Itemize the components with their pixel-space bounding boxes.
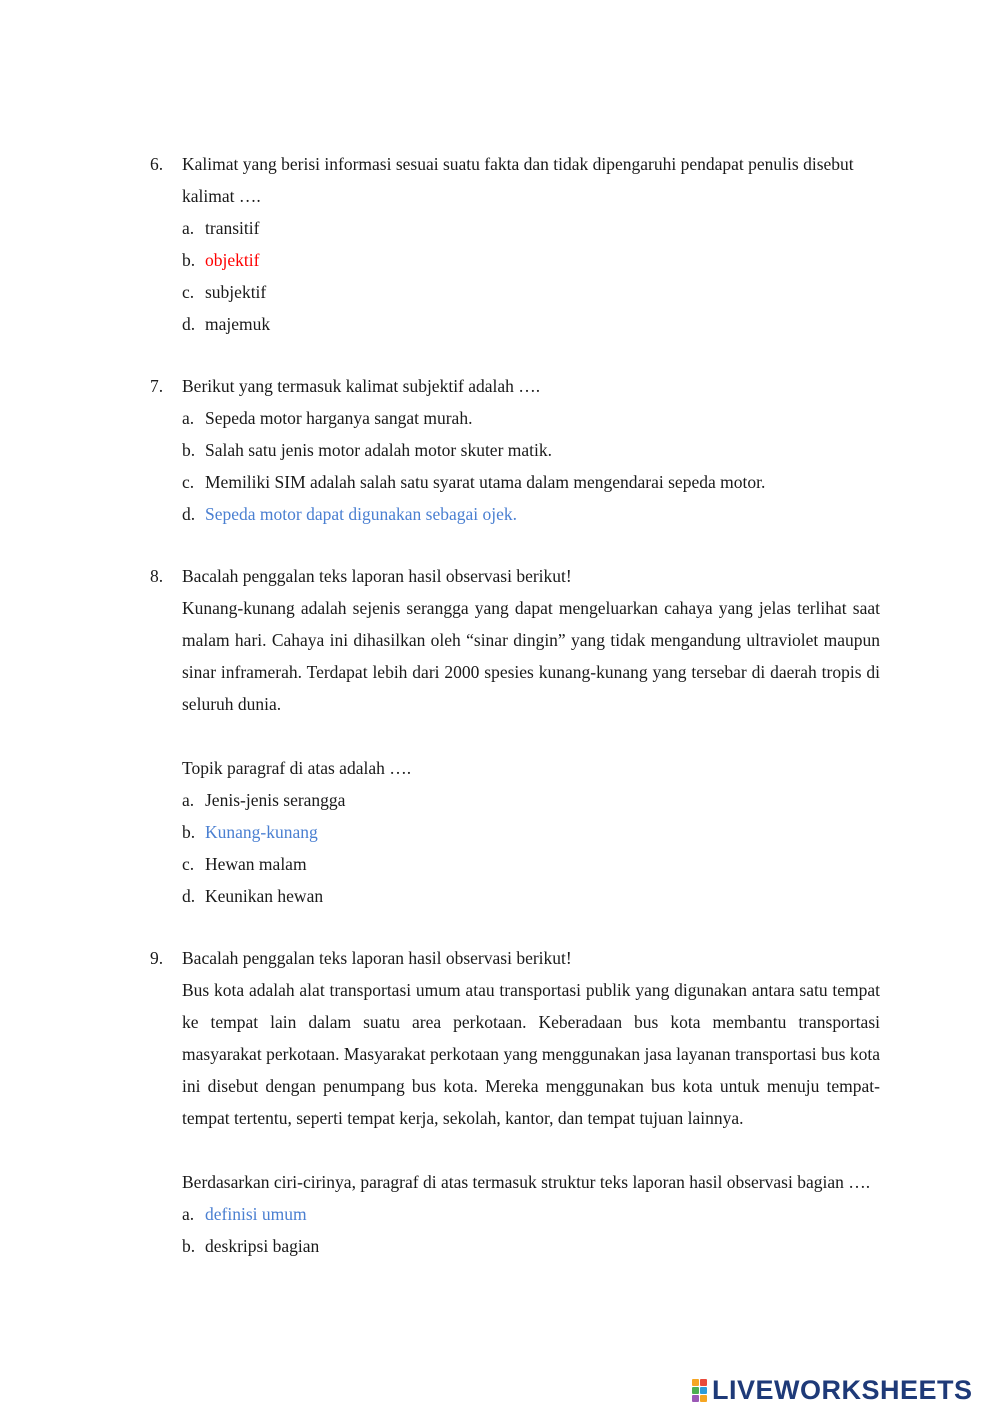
logo-text: LIVEWORKSHEETS (712, 1374, 973, 1405)
question-number: 6. (150, 154, 164, 174)
question-number: 9. (150, 948, 164, 968)
question-6 (150, 148, 880, 340)
option-a[interactable]: a. transitif (182, 212, 880, 244)
question-8 (150, 560, 880, 912)
option-b[interactable]: b. objektif (182, 244, 880, 276)
question-body (182, 942, 880, 1262)
liveworksheets-logo[interactable] (692, 1376, 973, 1404)
option-c[interactable]: c. subjektif (182, 276, 880, 308)
question-prompt: Topik paragraf di atas adalah …. (182, 758, 412, 778)
option-text: Keunikan hewan (205, 886, 324, 906)
option-text-highlighted: objektif (205, 250, 260, 270)
option-text: transitif (205, 218, 260, 238)
option-text: Sepeda motor harganya sangat murah. (205, 408, 473, 428)
question-text-line: kalimat …. (182, 186, 261, 206)
option-d[interactable]: d. Sepeda motor dapat digunakan sebagai ojek. (182, 498, 880, 530)
option-text: Salah satu jenis motor adalah motor skuter matik. (205, 440, 553, 460)
question-body (182, 148, 880, 340)
option-b[interactable]: b. Kunang-kunang (182, 816, 880, 848)
question-intro: Bacalah penggalan teks laporan hasil observasi berikut! (182, 948, 572, 968)
answer-options (182, 784, 880, 912)
option-text: Jenis-jenis serangga (205, 790, 346, 810)
option-text-highlighted: definisi umum (205, 1204, 307, 1224)
question-number: 7. (150, 376, 164, 396)
question-prompt: Berdasarkan ciri-cirinya, paragraf di atas termasuk struktur teks laporan hasil observasi bagian …. (182, 1172, 871, 1192)
option-text-highlighted: Sepeda motor dapat digunakan sebagai ojek. (205, 504, 517, 524)
option-text: deskripsi bagian (205, 1236, 320, 1256)
question-text-line: Berikut yang termasuk kalimat subjektif adalah …. (182, 376, 541, 396)
question-body (182, 560, 880, 912)
option-a[interactable]: a. definisi umum (182, 1198, 880, 1230)
reading-passage: Bus kota adalah alat transportasi umum atau transportasi publik yang digunakan antara satu tempat ke tempat lain dalam suatu area perkotaan. Keberadaan bus kota membantu transportasi masyarakat perkotaan. Masyarakat perkotaan yang menggunakan jasa layanan transportasi bus kota ini disebut dengan penumpang bus kota. Mereka menggunakan bus kota untuk menuju tempat-tempat tertentu, seperti tempat kerja, sekolah, kantor, dan tempat tujuan lainnya. (182, 980, 880, 1128)
option-c[interactable]: c. Hewan malam (182, 848, 880, 880)
liveworksheets-logo-icon (692, 1379, 707, 1402)
reading-passage: Kunang-kunang adalah sejenis serangga yang dapat mengeluarkan cahaya yang jelas terlihat saat malam hari. Cahaya ini dihasilkan oleh “sinar dingin” yang tidak mengandung ultraviolet maupun sinar inframerah. Terdapat lebih dari 2000 spesies kunang-kunang yang tersebar di daerah tropis di seluruh dunia. (182, 598, 880, 714)
option-d[interactable]: d. Keunikan hewan (182, 880, 880, 912)
question-7 (150, 370, 880, 530)
answer-options (182, 1198, 880, 1262)
worksheet-content (150, 148, 880, 1292)
option-d[interactable]: d. majemuk (182, 308, 880, 340)
option-text: majemuk (205, 314, 271, 334)
option-text: Memiliki SIM adalah salah satu syarat utama dalam mengendarai sepeda motor. (205, 472, 766, 492)
option-b[interactable]: b. deskripsi bagian (182, 1230, 880, 1262)
answer-options (182, 212, 880, 340)
option-a[interactable]: a. Sepeda motor harganya sangat murah. (182, 402, 880, 434)
option-b[interactable]: b. Salah satu jenis motor adalah motor skuter matik. (182, 434, 880, 466)
option-text: subjektif (205, 282, 267, 302)
question-9 (150, 942, 880, 1262)
option-c[interactable]: c. Memiliki SIM adalah salah satu syarat utama dalam mengendarai sepeda motor. (182, 466, 880, 498)
answer-options (182, 402, 880, 530)
question-number: 8. (150, 566, 164, 586)
option-text: Hewan malam (205, 854, 307, 874)
question-body (182, 370, 880, 530)
option-a[interactable]: a. Jenis-jenis serangga (182, 784, 880, 816)
option-text-highlighted: Kunang-kunang (205, 822, 318, 842)
question-text-line: Kalimat yang berisi informasi sesuai suatu fakta dan tidak dipengaruhi pendapat penulis disebut (182, 154, 854, 174)
question-intro: Bacalah penggalan teks laporan hasil observasi berikut! (182, 566, 572, 586)
